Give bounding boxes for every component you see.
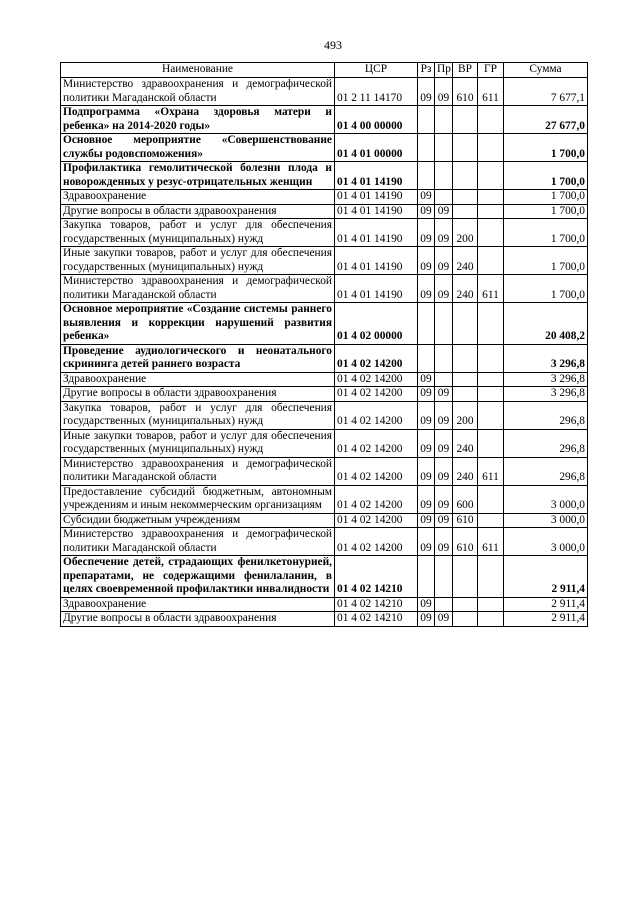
header-pr: Пр: [435, 63, 453, 78]
cell-sum: 1 700,0: [504, 204, 588, 219]
cell-pr: 09: [435, 247, 453, 275]
cell-rz: 09: [418, 275, 435, 303]
cell-vr: [453, 344, 478, 372]
cell-pr: 09: [435, 219, 453, 247]
cell-pr: 09: [435, 275, 453, 303]
cell-rz: [418, 106, 435, 134]
cell-vr: 200: [453, 401, 478, 429]
cell-pr: [435, 106, 453, 134]
cell-gr: [478, 485, 504, 513]
cell-pr: 09: [435, 457, 453, 485]
cell-rz: [418, 556, 435, 598]
cell-vr: 610: [453, 78, 478, 106]
cell-name: Подпрограмма «Охрана здоровья матери и ребенка» на 2014-2020 годы»: [61, 106, 335, 134]
cell-sum: 2 911,4: [504, 597, 588, 612]
table-row: [61, 247, 588, 275]
cell-pr: [435, 134, 453, 162]
cell-rz: [418, 162, 435, 190]
cell-csr: 01 4 01 14190: [335, 190, 418, 205]
table-row: [61, 134, 588, 162]
cell-name: Профилактика гемолитической болезни плода и новорожденных у резус-отрицательных женщин: [61, 162, 335, 190]
cell-name: Иные закупки товаров, работ и услуг для обеспечения государственных (муниципальных) нужд: [61, 247, 335, 275]
cell-csr: 01 2 11 14170: [335, 78, 418, 106]
cell-sum: 1 700,0: [504, 219, 588, 247]
cell-gr: [478, 372, 504, 387]
cell-gr: [478, 556, 504, 598]
cell-gr: 611: [478, 275, 504, 303]
cell-pr: 09: [435, 485, 453, 513]
cell-pr: [435, 303, 453, 345]
table-row: [61, 190, 588, 205]
cell-vr: 240: [453, 247, 478, 275]
table-row: [61, 344, 588, 372]
cell-gr: [478, 247, 504, 275]
cell-gr: [478, 134, 504, 162]
cell-pr: 09: [435, 387, 453, 402]
table-row: [61, 387, 588, 402]
cell-pr: 09: [435, 401, 453, 429]
cell-csr: 01 4 02 14200: [335, 401, 418, 429]
budget-table: [60, 62, 588, 627]
cell-rz: 09: [418, 247, 435, 275]
cell-sum: 3 000,0: [504, 485, 588, 513]
header-csr: ЦСР: [335, 63, 418, 78]
cell-sum: 1 700,0: [504, 275, 588, 303]
cell-vr: 610: [453, 528, 478, 556]
cell-csr: 01 4 01 14190: [335, 247, 418, 275]
cell-csr: 01 4 02 14200: [335, 372, 418, 387]
cell-gr: [478, 401, 504, 429]
cell-rz: 09: [418, 204, 435, 219]
cell-sum: 296,8: [504, 457, 588, 485]
cell-rz: 09: [418, 429, 435, 457]
cell-vr: [453, 134, 478, 162]
cell-sum: 20 408,2: [504, 303, 588, 345]
cell-vr: 240: [453, 457, 478, 485]
cell-pr: 09: [435, 528, 453, 556]
cell-sum: 27 677,0: [504, 106, 588, 134]
table-row: [61, 106, 588, 134]
cell-csr: 01 4 02 00000: [335, 303, 418, 345]
table-row: [61, 556, 588, 598]
table-row: [61, 513, 588, 528]
cell-rz: 09: [418, 485, 435, 513]
table-row: [61, 528, 588, 556]
cell-rz: 09: [418, 457, 435, 485]
cell-rz: 09: [418, 78, 435, 106]
cell-gr: [478, 190, 504, 205]
header-sum: Сумма: [504, 63, 588, 78]
cell-csr: 01 4 02 14200: [335, 429, 418, 457]
cell-sum: 3 000,0: [504, 513, 588, 528]
cell-gr: [478, 204, 504, 219]
cell-name: Предоставление субсидий бюджетным, автономным учреждениям и иным некоммерческим организациям: [61, 485, 335, 513]
cell-pr: [435, 556, 453, 598]
cell-rz: 09: [418, 528, 435, 556]
cell-rz: 09: [418, 190, 435, 205]
cell-pr: [435, 597, 453, 612]
table-row: [61, 597, 588, 612]
cell-pr: 09: [435, 429, 453, 457]
cell-csr: 01 4 02 14200: [335, 344, 418, 372]
cell-name: Министерство здравоохранения и демографической политики Магаданской области: [61, 78, 335, 106]
cell-gr: [478, 513, 504, 528]
cell-rz: 09: [418, 219, 435, 247]
cell-sum: 296,8: [504, 429, 588, 457]
table-row: [61, 219, 588, 247]
cell-gr: [478, 106, 504, 134]
cell-csr: 01 4 01 14190: [335, 162, 418, 190]
cell-csr: 01 4 01 14190: [335, 275, 418, 303]
cell-name: Субсидии бюджетным учреждениям: [61, 513, 335, 528]
cell-name: Здравоохранение: [61, 190, 335, 205]
table-row: [61, 429, 588, 457]
cell-rz: 09: [418, 387, 435, 402]
table-row: [61, 401, 588, 429]
cell-vr: [453, 387, 478, 402]
header-vr: ВР: [453, 63, 478, 78]
table-row: [61, 457, 588, 485]
cell-name: Другие вопросы в области здравоохранения: [61, 204, 335, 219]
cell-rz: [418, 303, 435, 345]
cell-sum: 2 911,4: [504, 612, 588, 627]
cell-vr: [453, 204, 478, 219]
cell-name: Здравоохранение: [61, 597, 335, 612]
cell-rz: 09: [418, 372, 435, 387]
cell-name: Основное мероприятие «Создание системы раннего выявления и коррекции нарушений развития ребенка»: [61, 303, 335, 345]
cell-pr: [435, 162, 453, 190]
cell-csr: 01 4 00 00000: [335, 106, 418, 134]
cell-pr: [435, 372, 453, 387]
cell-gr: 611: [478, 457, 504, 485]
table-row: [61, 162, 588, 190]
header-gr: ГР: [478, 63, 504, 78]
cell-csr: 01 4 02 14200: [335, 387, 418, 402]
cell-sum: 3 296,8: [504, 344, 588, 372]
cell-csr: 01 4 01 00000: [335, 134, 418, 162]
cell-vr: 600: [453, 485, 478, 513]
cell-name: Министерство здравоохранения и демографической политики Магаданской области: [61, 457, 335, 485]
cell-vr: [453, 372, 478, 387]
cell-gr: 611: [478, 528, 504, 556]
cell-sum: 3 296,8: [504, 387, 588, 402]
table-row: [61, 612, 588, 627]
cell-sum: 7 677,1: [504, 78, 588, 106]
cell-name: Основное мероприятие «Совершенствование службы родовспоможения»: [61, 134, 335, 162]
cell-name: Закупка товаров, работ и услуг для обеспечения государственных (муниципальных) нужд: [61, 219, 335, 247]
cell-name: Иные закупки товаров, работ и услуг для обеспечения государственных (муниципальных) нужд: [61, 429, 335, 457]
table-row: [61, 78, 588, 106]
table-row: [61, 275, 588, 303]
cell-gr: [478, 219, 504, 247]
cell-csr: 01 4 02 14200: [335, 485, 418, 513]
cell-name: Министерство здравоохранения и демографической политики Магаданской области: [61, 275, 335, 303]
cell-csr: 01 4 01 14190: [335, 204, 418, 219]
cell-gr: 611: [478, 78, 504, 106]
cell-pr: 09: [435, 513, 453, 528]
cell-sum: 1 700,0: [504, 247, 588, 275]
cell-rz: 09: [418, 401, 435, 429]
cell-vr: 240: [453, 429, 478, 457]
cell-csr: 01 4 02 14210: [335, 556, 418, 598]
cell-csr: 01 4 01 14190: [335, 219, 418, 247]
cell-sum: 1 700,0: [504, 162, 588, 190]
cell-vr: 240: [453, 275, 478, 303]
cell-gr: [478, 612, 504, 627]
cell-csr: 01 4 02 14200: [335, 513, 418, 528]
cell-csr: 01 4 02 14200: [335, 457, 418, 485]
cell-rz: [418, 134, 435, 162]
cell-gr: [478, 303, 504, 345]
cell-rz: 09: [418, 513, 435, 528]
cell-csr: 01 4 02 14200: [335, 528, 418, 556]
cell-pr: 09: [435, 78, 453, 106]
cell-name: Министерство здравоохранения и демографической политики Магаданской области: [61, 528, 335, 556]
cell-name: Другие вопросы в области здравоохранения: [61, 387, 335, 402]
cell-csr: 01 4 02 14210: [335, 597, 418, 612]
table-row: [61, 204, 588, 219]
cell-sum: 3 296,8: [504, 372, 588, 387]
cell-vr: 610: [453, 513, 478, 528]
cell-pr: 09: [435, 612, 453, 627]
cell-gr: [478, 344, 504, 372]
cell-sum: 1 700,0: [504, 134, 588, 162]
table-header-row: [61, 63, 588, 78]
cell-gr: [478, 429, 504, 457]
cell-name: Другие вопросы в области здравоохранения: [61, 612, 335, 627]
cell-vr: [453, 612, 478, 627]
cell-rz: 09: [418, 612, 435, 627]
cell-vr: [453, 303, 478, 345]
cell-pr: 09: [435, 204, 453, 219]
cell-name: Проведение аудиологического и неонатального скрининга детей раннего возраста: [61, 344, 335, 372]
cell-sum: 3 000,0: [504, 528, 588, 556]
cell-sum: 1 700,0: [504, 190, 588, 205]
cell-vr: [453, 597, 478, 612]
cell-csr: 01 4 02 14210: [335, 612, 418, 627]
cell-rz: 09: [418, 597, 435, 612]
cell-pr: [435, 344, 453, 372]
table-row: [61, 372, 588, 387]
table-row: [61, 303, 588, 345]
cell-pr: [435, 190, 453, 205]
cell-vr: 200: [453, 219, 478, 247]
cell-gr: [478, 597, 504, 612]
cell-sum: 2 911,4: [504, 556, 588, 598]
cell-sum: 296,8: [504, 401, 588, 429]
cell-gr: [478, 162, 504, 190]
cell-gr: [478, 387, 504, 402]
cell-vr: [453, 162, 478, 190]
header-rz: Рз: [418, 63, 435, 78]
cell-name: Закупка товаров, работ и услуг для обеспечения государственных (муниципальных) нужд: [61, 401, 335, 429]
header-name: Наименование: [61, 63, 335, 78]
page-number: 493: [324, 38, 342, 52]
cell-vr: [453, 190, 478, 205]
cell-vr: [453, 556, 478, 598]
cell-rz: [418, 344, 435, 372]
table-row: [61, 485, 588, 513]
cell-vr: [453, 106, 478, 134]
cell-name: Обеспечение детей, страдающих фенилкетонурией, препаратами, не содержащими фенилаланин, в целях своевременной профилактики инвалидности: [61, 556, 335, 598]
cell-name: Здравоохранение: [61, 372, 335, 387]
